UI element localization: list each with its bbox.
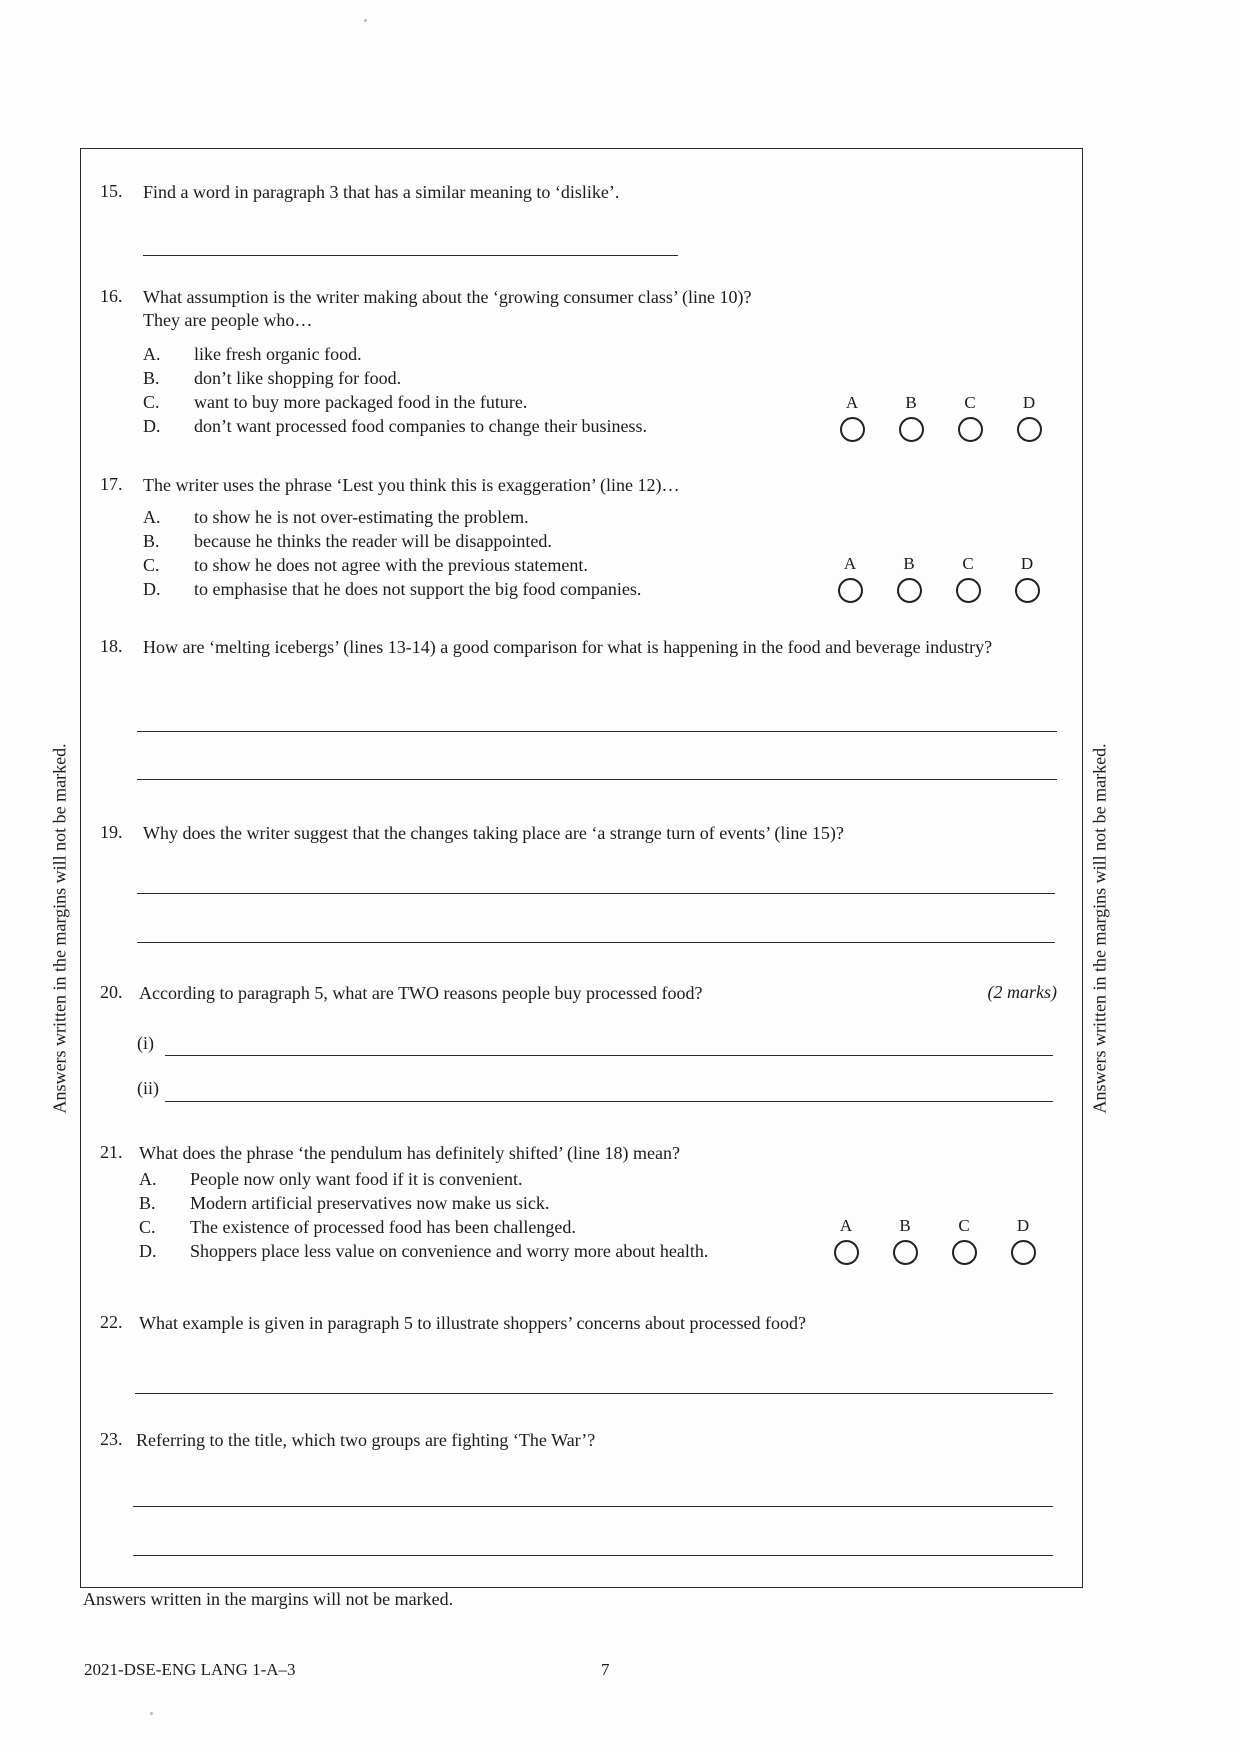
option-text: People now only want food if it is convenient.	[190, 1169, 523, 1189]
page-number: 7	[601, 1660, 610, 1679]
bubble-letter: C	[964, 393, 976, 412]
option-letter: A.	[139, 1169, 157, 1189]
question-text: What example is given in paragraph 5 to illustrate shoppers’ concerns about processed food?	[139, 1313, 806, 1333]
question-number: 18.	[100, 636, 123, 656]
answer-line[interactable]	[133, 1555, 1053, 1556]
bottom-margin-note: Answers written in the margins will not be marked.	[83, 1589, 454, 1609]
bubble-circle[interactable]	[840, 417, 865, 442]
question-number: 19.	[100, 822, 123, 842]
option-text: because he thinks the reader will be disappointed.	[194, 531, 552, 551]
option-text: to emphasise that he does not support the big food companies.	[194, 579, 642, 599]
marks-label: (2 marks)	[987, 982, 1057, 1002]
bubble-letter: A	[845, 393, 859, 412]
bubble-circle[interactable]	[1015, 578, 1040, 603]
scan-speck	[150, 1712, 153, 1715]
question-text: How are ‘melting icebergs’ (lines 13-14) a good comparison for what is happening in the food and beverage industry?	[143, 637, 993, 657]
bubble-b[interactable]	[880, 553, 938, 603]
bubble-circle[interactable]	[893, 1240, 918, 1265]
bubble-b[interactable]	[882, 392, 940, 442]
bubble-letter: B	[905, 393, 917, 412]
option-text: The existence of processed food has been challenged.	[190, 1217, 576, 1237]
option-letter: D.	[143, 416, 161, 436]
option-letter: D.	[139, 1241, 157, 1261]
question-text: Why does the writer suggest that the changes taking place are ‘a strange turn of events’ (line 15)?	[143, 823, 844, 843]
paper-code: 2021-DSE-ENG LANG 1-A–3	[84, 1660, 296, 1679]
bubble-circle[interactable]	[958, 417, 983, 442]
bubble-d[interactable]	[994, 1215, 1052, 1265]
bubble-circle[interactable]	[1011, 1240, 1036, 1265]
option-letter: A.	[143, 507, 161, 527]
option-text: want to buy more packaged food in the future.	[194, 392, 528, 412]
bubble-letter: A	[839, 1216, 853, 1235]
option-text: to show he is not over-estimating the problem.	[194, 507, 529, 527]
bubble-circle[interactable]	[952, 1240, 977, 1265]
option-text: don’t like shopping for food.	[194, 368, 402, 388]
option-text: Modern artificial preservatives now make us sick.	[190, 1193, 550, 1213]
answer-box	[80, 148, 1083, 1588]
bubble-circle[interactable]	[838, 578, 863, 603]
bubble-a[interactable]	[823, 392, 881, 442]
bubble-d[interactable]	[998, 553, 1056, 603]
bubble-c[interactable]	[935, 1215, 993, 1265]
question-number: 22.	[100, 1312, 123, 1332]
option-text: Shoppers place less value on convenience and worry more about health.	[190, 1241, 709, 1261]
answer-line[interactable]	[133, 1506, 1053, 1507]
option-text: to show he does not agree with the previous statement.	[194, 555, 588, 575]
bubble-c[interactable]	[939, 553, 997, 603]
question-text: Find a word in paragraph 3 that has a similar meaning to ‘dislike’.	[143, 182, 620, 202]
bubble-b[interactable]	[876, 1215, 934, 1265]
bubble-a[interactable]	[821, 553, 879, 603]
question-number: 20.	[100, 982, 123, 1002]
answer-line[interactable]	[165, 1055, 1053, 1056]
option-text: like fresh organic food.	[194, 344, 362, 364]
option-letter: C.	[139, 1217, 156, 1237]
option-letter: A.	[143, 344, 161, 364]
option-text: don’t want processed food companies to change their business.	[194, 416, 648, 436]
answer-bubbles-16	[823, 392, 1036, 442]
option-letter: C.	[143, 555, 160, 575]
bubble-letter: D	[1020, 554, 1034, 573]
answer-line[interactable]	[135, 1393, 1053, 1394]
question-number: 21.	[100, 1142, 123, 1162]
bubble-circle[interactable]	[1017, 417, 1042, 442]
question-number: 15.	[100, 181, 123, 201]
answer-line[interactable]	[137, 731, 1057, 732]
right-margin-note: Answers written in the margins will not be marked.	[1089, 743, 1110, 1114]
bubble-circle[interactable]	[956, 578, 981, 603]
answer-bubbles-17	[821, 553, 1034, 603]
option-letter: D.	[143, 579, 161, 599]
bubble-a[interactable]	[817, 1215, 875, 1265]
bubble-letter: D	[1016, 1216, 1030, 1235]
bubble-circle[interactable]	[897, 578, 922, 603]
answer-label-ii: (ii)	[137, 1078, 159, 1098]
answer-line[interactable]	[137, 893, 1055, 894]
bubble-c[interactable]	[941, 392, 999, 442]
bubble-letter: C	[958, 1216, 970, 1235]
option-letter: C.	[143, 392, 160, 412]
question-number: 23.	[100, 1429, 123, 1449]
bubble-letter: B	[899, 1216, 911, 1235]
question-text: According to paragraph 5, what are TWO reasons people buy processed food?	[139, 983, 703, 1003]
option-letter: B.	[139, 1193, 156, 1213]
question-text: Referring to the title, which two groups are fighting ‘The War’?	[136, 1430, 596, 1450]
bubble-circle[interactable]	[899, 417, 924, 442]
bubble-circle[interactable]	[834, 1240, 859, 1265]
bubble-d[interactable]	[1000, 392, 1058, 442]
answer-line[interactable]	[143, 255, 678, 256]
answer-line[interactable]	[165, 1101, 1053, 1102]
question-number: 17.	[100, 474, 123, 494]
bubble-letter: B	[903, 554, 915, 573]
bubble-letter: D	[1022, 393, 1036, 412]
scan-speck	[364, 19, 367, 22]
question-text: The writer uses the phrase ‘Lest you think this is exaggeration’ (line 12)…	[143, 475, 680, 495]
question-number: 16.	[100, 286, 123, 306]
bubble-letter: A	[843, 554, 857, 573]
question-text: What does the phrase ‘the pendulum has definitely shifted’ (line 18) mean?	[139, 1143, 680, 1163]
left-margin-note: Answers written in the margins will not be marked.	[49, 743, 70, 1114]
option-letter: B.	[143, 531, 160, 551]
answer-label-i: (i)	[137, 1033, 154, 1053]
answer-line[interactable]	[137, 942, 1055, 943]
answer-line[interactable]	[137, 779, 1057, 780]
question-subtext: They are people who…	[143, 310, 313, 330]
option-letter: B.	[143, 368, 160, 388]
bubble-letter: C	[962, 554, 974, 573]
question-text: What assumption is the writer making about the ‘growing consumer class’ (line 10)?	[143, 287, 752, 307]
answer-bubbles-21	[817, 1215, 1030, 1265]
